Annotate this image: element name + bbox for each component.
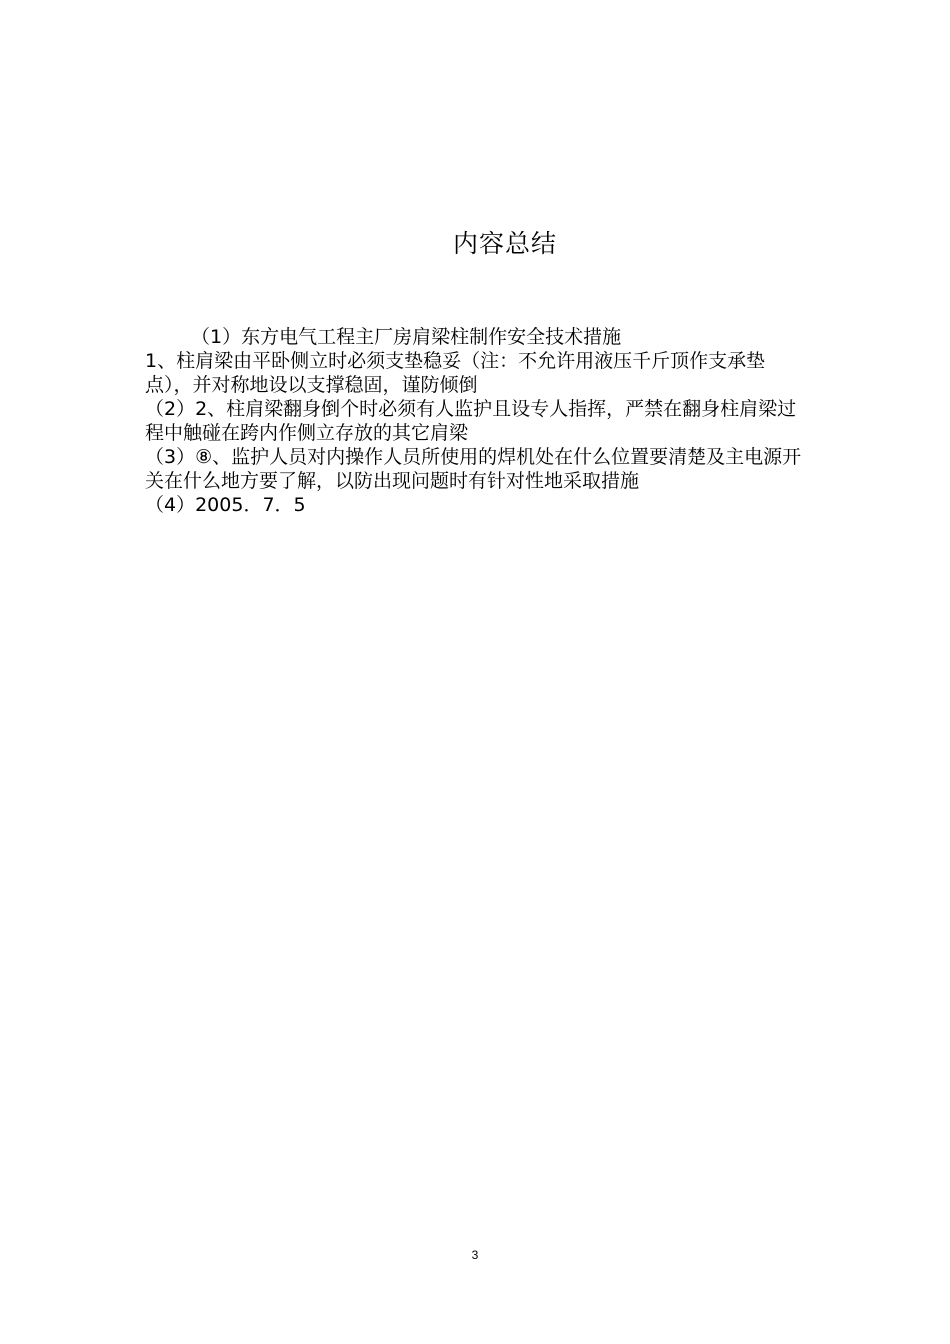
- page-number: 3: [471, 1248, 479, 1262]
- summary-paragraph-1: （1）东方电气工程主厂房肩梁柱制作安全技术措施: [191, 326, 622, 348]
- page-title: 内容总结: [452, 229, 557, 258]
- summary-body: [145, 325, 810, 517]
- summary-paragraph-2: 1、柱肩梁由平卧侧立时必须支垫稳妥（注：不允许用液压千斤顶作支承垫点），并对称地设以支撑稳固，谨防倾倒: [145, 350, 766, 396]
- summary-paragraph-4: （3）⑧、监护人员对内操作人员所使用的焊机处在什么位置要清楚及主电源开关在什么地方要了解，以防出现问题时有针对性地采取措施: [145, 446, 802, 492]
- summary-paragraph-5: （4）2005．7．5: [145, 494, 306, 516]
- summary-paragraph-3: （2）2、柱肩梁翻身倒个时必须有人监护且设专人指挥，严禁在翻身柱肩梁过程中触碰在跨内作侧立存放的其它肩梁: [145, 398, 797, 444]
